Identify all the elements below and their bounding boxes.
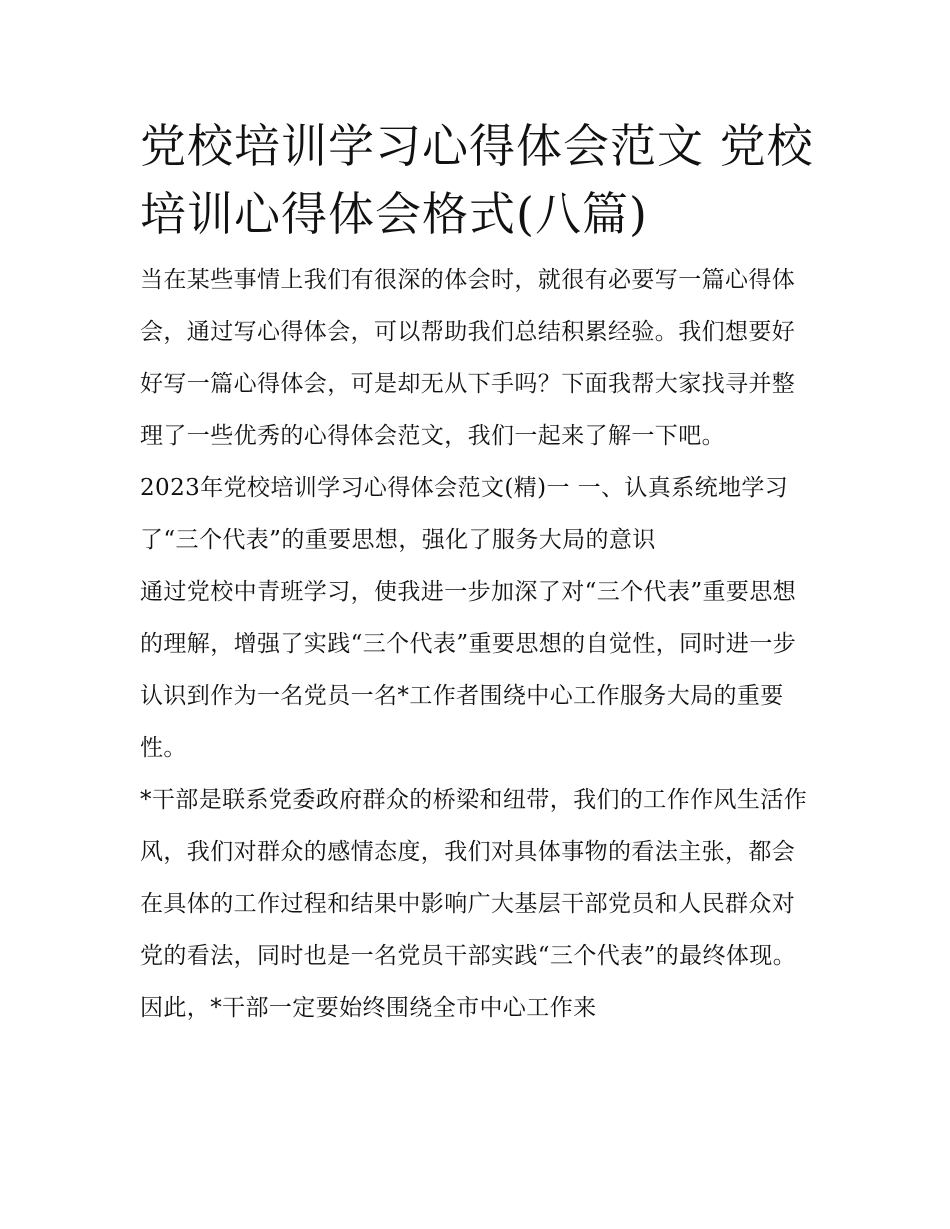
document-title: 党校培训学习心得体会范文 党校培训心得体会格式(八篇): [140, 119, 814, 241]
document-body: [140, 112, 815, 1034]
paragraph-body-2: *干部是联系党委政府群众的桥梁和纽带，我们的工作作风生活作风，我们对群众的感情态度，我们对具体事物的看法主张，都会在具体的工作过程和结果中影响广大基层干部党员和人民群众对党的看法，同时也是一名党员干部实践“三个代表”的最终体现。因此，*干部一定要始终围绕全市中心工作来: [140, 787, 808, 1021]
paragraph-body-1: 通过党校中青班学习，使我进一步加深了对“三个代表”重要思想的理解，增强了实践“三个代表”重要思想的自觉性，同时进一步认识到作为一名党员一名*工作者围绕中心工作服务大局的重要性。: [140, 579, 797, 761]
paragraph-section-heading: 2023年党校培训学习心得体会范文(精)一 一、认真系统地学习了“三个代表”的重要思想，强化了服务大局的意识: [140, 475, 789, 553]
paragraph-intro: 当在某些事情上我们有很深的体会时，就很有必要写一篇心得体会，通过写心得体会，可以帮助我们总结积累经验。我们想要好好写一篇心得体会，可是却无从下手吗？下面我帮大家找寻并整理了一些优秀的心得体会范文，我们一起来了解一下吧。: [140, 267, 796, 449]
